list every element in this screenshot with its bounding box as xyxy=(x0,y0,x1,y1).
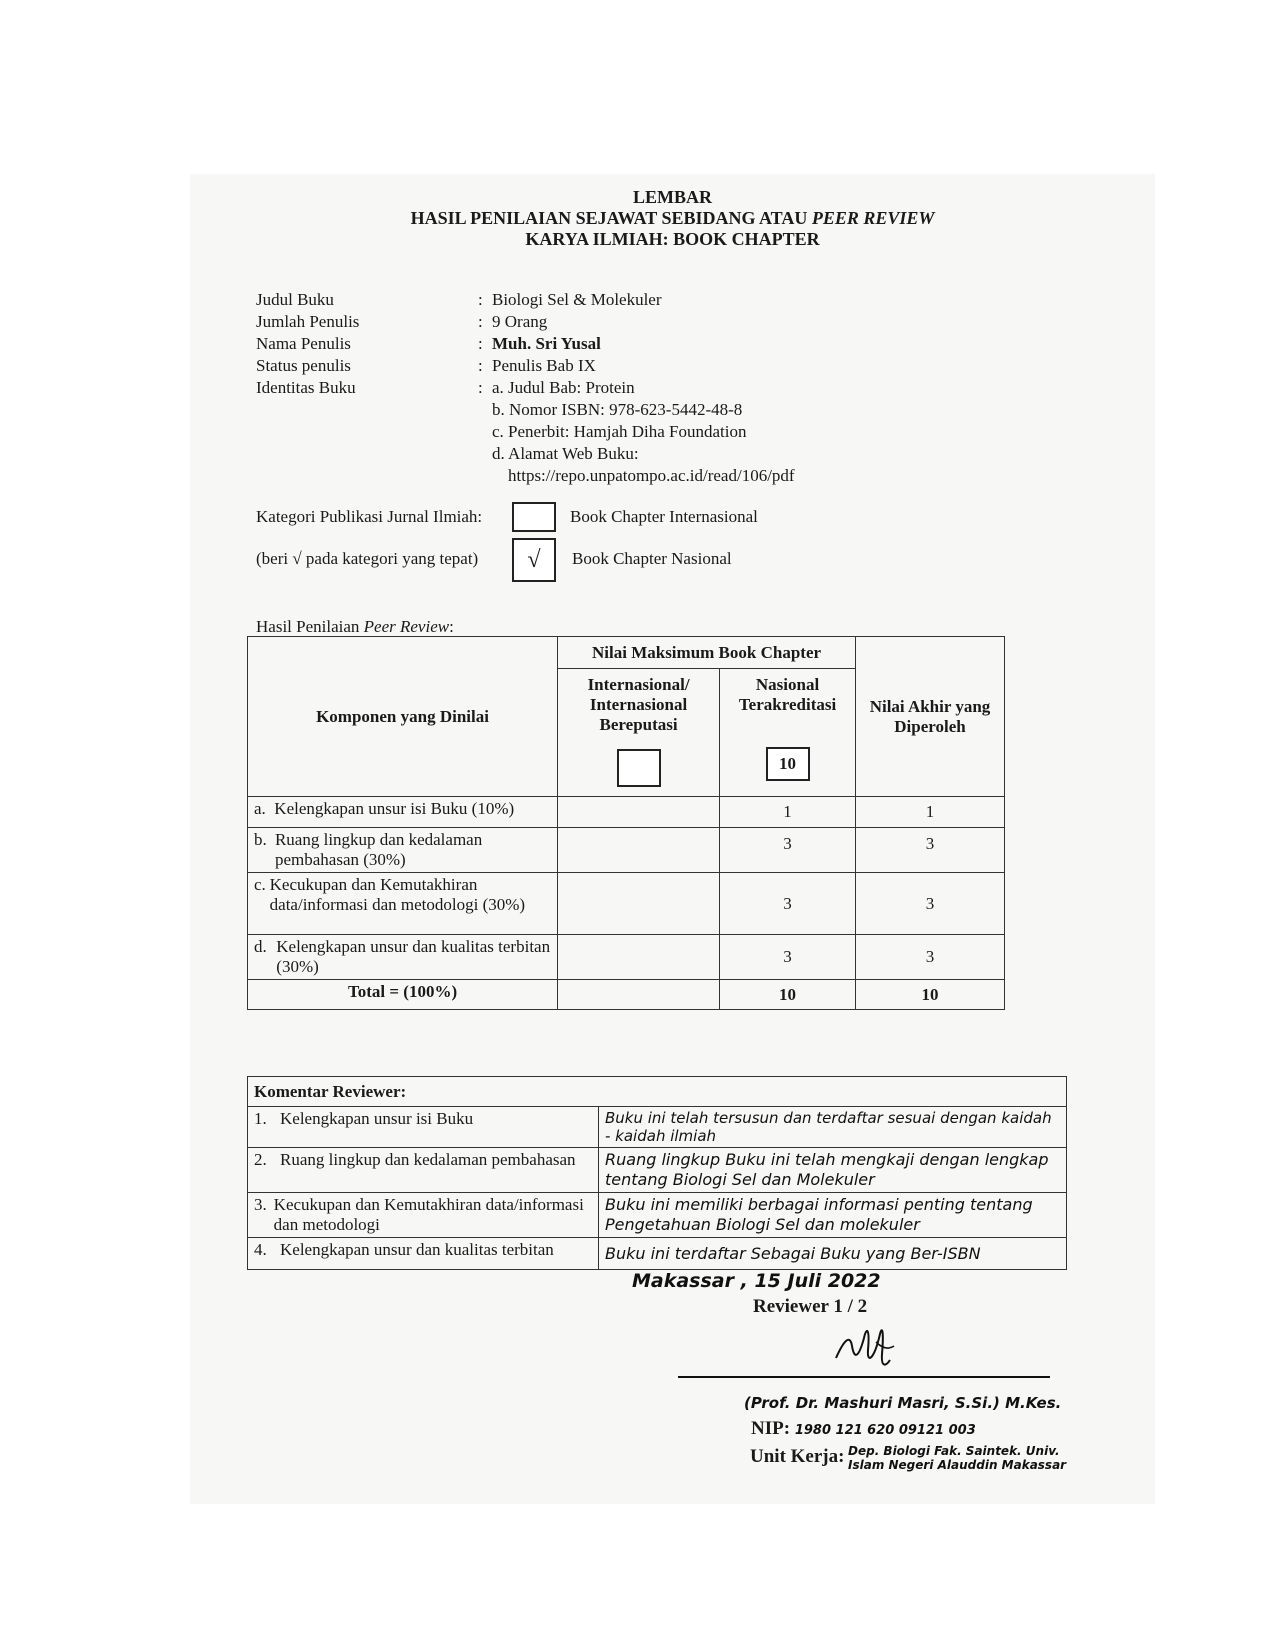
col-max-score: Nilai Maksimum Book Chapter xyxy=(558,637,856,669)
comment-item-text: Kelengkapan unsur isi Buku xyxy=(280,1109,474,1128)
row-letter: b. xyxy=(254,830,267,849)
info-value-identity: a. Judul Bab: Protein xyxy=(492,378,635,397)
comment-item-text: Ruang lingkup dan kedalaman pembahasan xyxy=(280,1150,576,1169)
review-heading-text: Hasil Penilaian xyxy=(256,617,364,636)
cell-final: 3 xyxy=(856,873,1005,935)
comment-num: 3. xyxy=(254,1195,267,1214)
total-intl xyxy=(558,980,720,1010)
row-text: Kelengkapan unsur isi Buku (10%) xyxy=(274,799,515,818)
total-label: Total = (100%) xyxy=(248,980,558,1010)
col-component: Komponen yang Dinilai xyxy=(248,637,558,797)
info-web-url: https://repo.unpatompo.ac.id/read/106/pdf xyxy=(508,466,795,485)
doc-title-line3: KARYA ILMIAH: BOOK CHAPTER xyxy=(525,229,820,249)
review-heading-italic: Peer Review xyxy=(363,617,450,636)
doc-title-line2-text: HASIL PENILAIAN SEJAWAT SEBIDANG ATAU xyxy=(410,208,812,228)
doc-title-line1: LEMBAR xyxy=(632,187,712,207)
comment-num: 1. xyxy=(254,1109,267,1128)
cell-intl xyxy=(558,828,720,873)
comment-item xyxy=(248,1193,599,1238)
cell-final: 1 xyxy=(856,797,1005,828)
cell-final: 3 xyxy=(856,828,1005,873)
total-national: 10 xyxy=(720,980,856,1010)
unit-label: Unit Kerja: xyxy=(750,1446,845,1467)
review-table xyxy=(247,636,1005,1010)
row-text: Ruang lingkup dan kedalaman pembahasan (30%) xyxy=(274,830,483,869)
info-separators xyxy=(478,289,483,399)
row-text: Kelengkapan unsur dan kualitas terbitan (30%) xyxy=(276,937,551,976)
table-row xyxy=(248,873,558,935)
review-heading-colon: : xyxy=(449,617,454,636)
doc-title-line2 xyxy=(190,207,1155,229)
info-isbn: b. Nomor ISBN: 978-623-5442-48-8 xyxy=(492,400,743,419)
comment-num: 2. xyxy=(254,1150,267,1169)
cell-intl xyxy=(558,797,720,828)
cell-national: 3 xyxy=(720,873,856,935)
info-label: Jumlah Penulis xyxy=(256,312,360,331)
cell-final: 3 xyxy=(856,935,1005,980)
comment-item-text: Kelengkapan unsur dan kualitas terbitan xyxy=(280,1240,554,1259)
category-option-national: Book Chapter Nasional xyxy=(572,549,732,568)
info-labels xyxy=(256,289,359,399)
nip-row xyxy=(751,1418,976,1440)
comment-item xyxy=(248,1238,599,1270)
table-row xyxy=(248,797,558,828)
comment-text: Buku ini telah tersusun dan terdaftar sesuai dengan kaidah - kaidah ilmiah xyxy=(599,1107,1067,1148)
doc-title-line2-italic: PEER REVIEW xyxy=(811,208,935,228)
unit-value xyxy=(848,1444,1066,1472)
unit-value-line2: Islam Negeri Alauddin Makassar xyxy=(848,1458,1067,1472)
review-heading xyxy=(256,616,454,638)
cell-intl xyxy=(558,935,720,980)
table-row xyxy=(248,828,558,873)
comment-item-text: Kecukupan dan Kemutakhiran data/informasi dan metodologi xyxy=(273,1195,584,1234)
reviewer-name: (Prof. Dr. Mashuri Masri, S.Si.) M.Kes. xyxy=(744,1394,1062,1412)
place-date: Makassar , 15 Juli 2022 xyxy=(632,1270,881,1292)
cell-national: 3 xyxy=(720,828,856,873)
cell-national: 1 xyxy=(720,797,856,828)
national-max-box: 10 xyxy=(766,747,810,781)
comment-text: Buku ini terdaftar Sebagai Buku yang Ber-ISBN xyxy=(599,1238,1067,1270)
info-value-authors: 9 Orang xyxy=(492,312,548,331)
unit-value-line1: Dep. Biologi Fak. Saintek. Univ. xyxy=(848,1444,1060,1458)
info-label: Identitas Buku xyxy=(256,378,356,397)
cell-national: 3 xyxy=(720,935,856,980)
info-label: Judul Buku xyxy=(256,290,334,309)
document-sheet xyxy=(190,174,1155,1504)
nip-value: 1980 121 620 09121 003 xyxy=(794,1423,976,1438)
info-label: Status penulis xyxy=(256,356,351,375)
info-sep: : xyxy=(478,312,483,331)
comment-item xyxy=(248,1107,599,1148)
comment-num: 4. xyxy=(254,1240,267,1259)
info-values xyxy=(492,289,795,487)
info-sep: : xyxy=(478,356,483,375)
reviewer-label: Reviewer 1 / 2 xyxy=(753,1296,868,1317)
cell-intl xyxy=(558,873,720,935)
comment-text: Ruang lingkup Buku ini telah mengkaji dengan lengkap tentang Biologi Sel dan Molekuler xyxy=(599,1148,1067,1193)
signature-line xyxy=(678,1376,1050,1378)
row-letter: c. xyxy=(254,875,266,894)
comments-heading: Komentar Reviewer: xyxy=(248,1077,1067,1107)
checkbox-national[interactable] xyxy=(512,538,556,582)
info-value-status: Penulis Bab IX xyxy=(492,356,596,375)
category-option-international: Book Chapter Internasional xyxy=(570,507,758,526)
col-final-score: Nilai Akhir yang Diperoleh xyxy=(856,637,1005,797)
category-hint: (beri √ pada kategori yang tepat) xyxy=(256,549,479,568)
info-web-label: d. Alamat Web Buku: xyxy=(492,444,639,463)
signature-icon xyxy=(830,1320,910,1376)
info-sep: : xyxy=(478,378,483,397)
category-label: Kategori Publikasi Jurnal Ilmiah: xyxy=(256,507,483,526)
checkbox-international[interactable] xyxy=(512,502,556,532)
info-sep: : xyxy=(478,290,483,309)
comment-text: Buku ini memiliki berbagai informasi penting tentang Pengetahuan Biologi Sel dan molekuler xyxy=(599,1193,1067,1238)
check-mark-icon: √ xyxy=(527,547,541,573)
table-row xyxy=(248,935,558,980)
nip-label: NIP: xyxy=(751,1418,791,1439)
col-national xyxy=(720,669,856,797)
col-national-label: Nasional Terakreditasi xyxy=(738,675,837,714)
info-value-title: Biologi Sel & Molekuler xyxy=(492,290,662,309)
intl-max-box xyxy=(617,749,661,787)
info-publisher: c. Penerbit: Hamjah Diha Foundation xyxy=(492,422,747,441)
info-value-name: Muh. Sri Yusal xyxy=(492,334,601,353)
info-sep: : xyxy=(478,334,483,353)
row-text: Kecukupan dan Kemutakhiran data/informasi dan metodologi (30%) xyxy=(269,875,526,914)
comment-item xyxy=(248,1148,599,1193)
row-letter: d. xyxy=(254,937,267,956)
total-final: 10 xyxy=(856,980,1005,1010)
row-letter: a. xyxy=(254,799,266,818)
col-international xyxy=(558,669,720,797)
info-label: Nama Penulis xyxy=(256,334,351,353)
col-international-label: Internasional/ Internasional Bereputasi xyxy=(587,675,690,734)
comments-table xyxy=(247,1076,1067,1270)
